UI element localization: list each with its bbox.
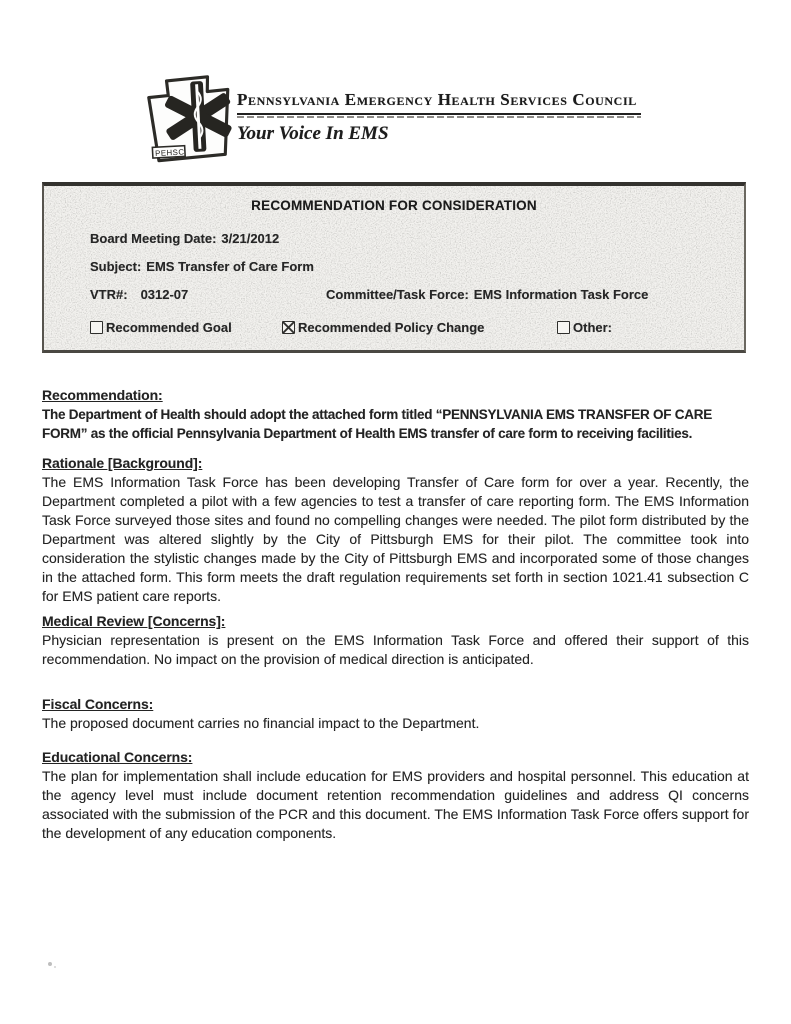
- checkbox-icon: [90, 321, 103, 334]
- form-title: RECOMMENDATION FOR CONSIDERATION: [251, 198, 537, 213]
- checkbox-recommended-goal: [90, 319, 232, 336]
- checkbox-other: [557, 319, 612, 336]
- form-box-content: [44, 186, 744, 336]
- section-heading: Medical Review [Concerns]:: [42, 613, 226, 629]
- subject-value: EMS Transfer of Care Form: [146, 259, 314, 274]
- field-committee: [326, 286, 648, 303]
- section-paragraph: The plan for implementation shall include education for EMS providers and hospital personnel. This education at the agency level must include document retention recommendation guidelines and address QI concerns associated with the submission of the PCR and this document. The EMS Information Task Force offers support for the development of any education components.: [42, 768, 749, 841]
- masthead-rule: [237, 113, 641, 115]
- masthead-rule-shadow: [237, 116, 641, 118]
- checkbox-recommended-policy-change: [282, 319, 484, 336]
- pehsc-logo: [140, 70, 238, 164]
- subject-label: Subject:: [90, 259, 142, 274]
- checkbox-row: [90, 319, 698, 336]
- recommendation-form-box: [42, 182, 746, 353]
- checkbox-label: Recommended Goal: [106, 320, 232, 335]
- section-rationale: [42, 454, 749, 606]
- committee-label: Committee/Task Force:: [326, 287, 469, 302]
- org-tagline: Your Voice In EMS: [237, 123, 389, 144]
- board-meeting-date-label: Board Meeting Date:: [90, 231, 217, 246]
- org-name: Pennsylvania Emergency Health Services Council: [237, 90, 637, 109]
- section-paragraph: The Department of Health should adopt the attached form titled “PENNSYLVANIA EMS TRANSFER OF CARE FORM” as the official Pennsylvania Department of Health EMS transfer of care form to receiving facilities.: [42, 407, 713, 441]
- letterhead: [237, 90, 657, 145]
- checkbox-checked-icon: [282, 321, 295, 334]
- section-recommendation: [42, 386, 749, 443]
- section-fiscal-concerns: [42, 695, 749, 733]
- section-heading: Fiscal Concerns:: [42, 696, 154, 712]
- checkbox-label: Other:: [573, 320, 612, 335]
- field-subject: [90, 258, 698, 275]
- section-educational-concerns: [42, 748, 749, 843]
- logo-acronym-text: PEHSC: [154, 147, 185, 159]
- section-paragraph: The proposed document carries no financial impact to the Department.: [42, 715, 480, 731]
- document-body: [42, 386, 749, 843]
- section-paragraph: The EMS Information Task Force has been developing Transfer of Care form for over a year. Recently, the Department completed a pilot with a few agencies to test a transfer of care reporting form. The EMS Information Task Force surveyed those sites and found no compelling changes were needed. The pilot form distributed by the Department was altered slightly by the City of Pittsburgh EMS for their pilot. The committee took into consideration the stylistic changes made by the City of Pittsburgh EMS and incorporated some of those changes in the attached form. This form meets the draft regulation requirements set forth in section 1021.41 subsection C for EMS patient care reports.: [42, 474, 749, 604]
- scan-artifact-speck: [48, 962, 52, 966]
- checkbox-label: Recommended Policy Change: [298, 320, 485, 335]
- vtr-label: VTR#:: [90, 287, 128, 302]
- section-medical-review: [42, 612, 749, 669]
- committee-value: EMS Information Task Force: [473, 287, 649, 302]
- section-paragraph: Physician representation is present on the EMS Information Task Force and offered their support of this recommendation. No impact on the provision of medical direction is anticipated.: [42, 632, 749, 667]
- section-heading: Rationale [Background]:: [42, 455, 203, 471]
- section-heading: Recommendation:: [42, 387, 163, 403]
- vtr-value: 0312-07: [140, 287, 189, 302]
- field-vtr-committee: [90, 286, 698, 303]
- section-heading: Educational Concerns:: [42, 749, 193, 765]
- checkbox-icon: [557, 321, 570, 334]
- board-meeting-date-value: 3/21/2012: [221, 231, 280, 246]
- field-board-meeting-date: [90, 230, 698, 247]
